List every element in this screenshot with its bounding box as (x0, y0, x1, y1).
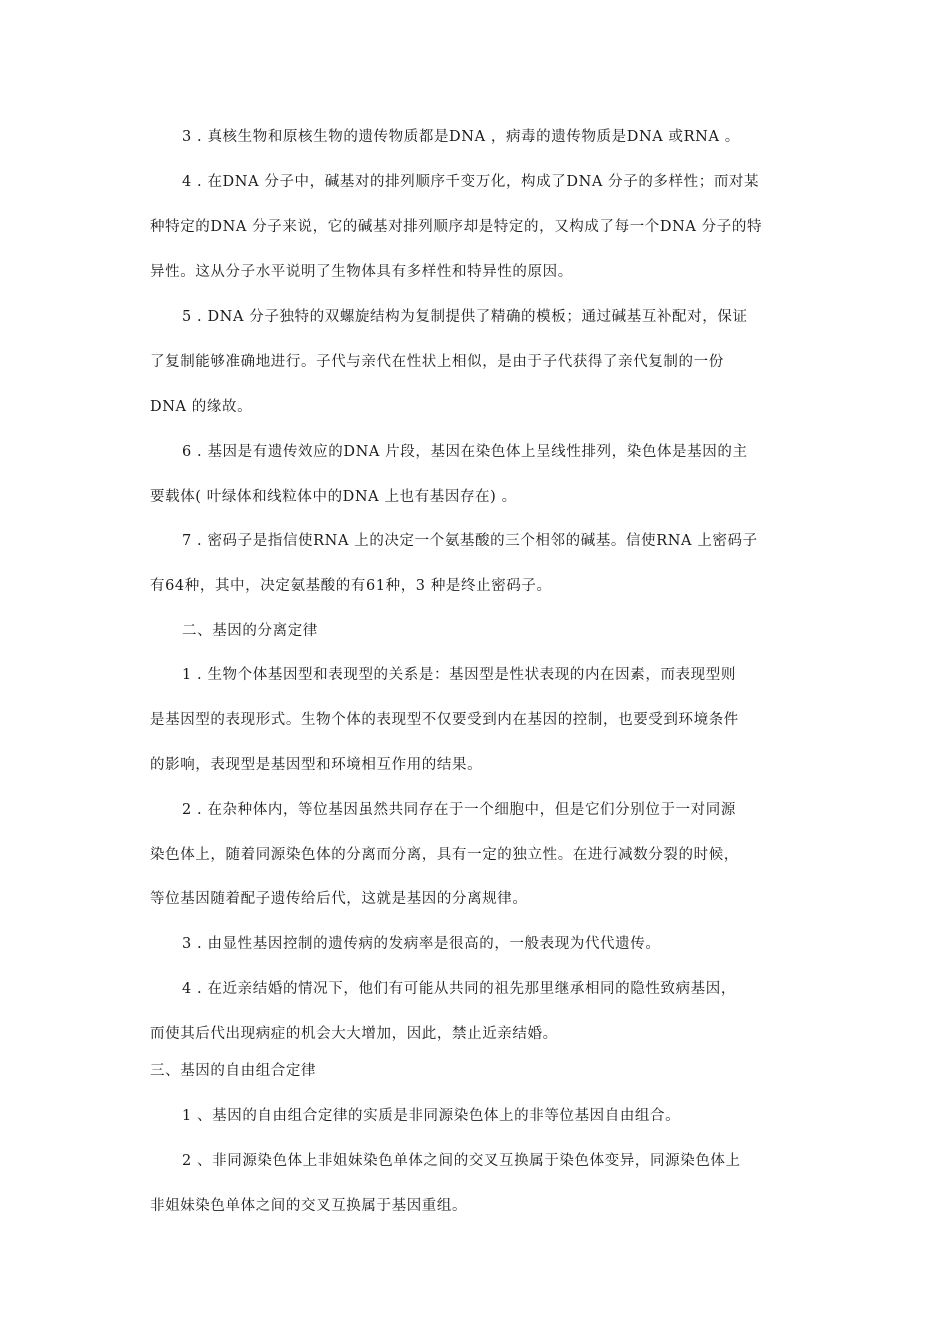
text-line: 1 . 生物个体基因型和表现型的关系是：基因型是性状表现的内在因素，而表现型则 (182, 667, 736, 683)
section-heading: 二、基因的分离定律 (182, 623, 318, 639)
text-line: DNA 的缘故。 (150, 399, 253, 415)
text-line: 种特定的DNA 分子来说，它的碱基对排列顺序却是特定的，又构成了每一个DNA 分子的特 (150, 219, 763, 235)
text-line: 4 . 在近亲结婚的情况下，他们有可能从共同的祖先那里继承相同的隐性致病基因， (182, 981, 736, 997)
text-line: 染色体上，随着同源染色体的分离而分离，具有一定的独立性。在进行减数分裂的时候， (150, 847, 739, 863)
text-line: 5 . DNA 分子独特的双螺旋结构为复制提供了精确的模板；通过碱基互补配对，保证 (182, 309, 748, 325)
text-line: 3 . 由显性基因控制的遗传病的发病率是很高的，一般表现为代代遗传。 (182, 936, 661, 952)
section-heading: 三、基因的自由组合定律 (150, 1063, 317, 1079)
text-line: 的影响，表现型是基因型和环境相互作用的结果。 (150, 757, 483, 773)
text-line: 1 、基因的自由组合定律的实质是非同源染色体上的非等位基因自由组合。 (182, 1108, 681, 1124)
text-line: 了复制能够准确地进行。子代与亲代在性状上相似，是由于子代获得了亲代复制的一份 (150, 354, 724, 370)
text-line: 而使其后代出现病症的机会大大增加，因此，禁止近亲结婚。 (150, 1026, 558, 1042)
text-line: 6 . 基因是有遗传效应的DNA 片段，基因在染色体上呈线性排列，染色体是基因的主 (182, 444, 748, 460)
text-line: 3 . 真核生物和原核生物的遗传物质都是DNA ，病毒的遗传物质是DNA 或RNA 。 (182, 129, 740, 145)
text-line: 非姐妹染色单体之间的交叉互换属于基因重组。 (150, 1198, 468, 1214)
text-line: 是基因型的表现形式。生物个体的表现型不仅要受到内在基因的控制，也要受到环境条件 (150, 712, 739, 728)
text-line: 4 . 在DNA 分子中，碱基对的排列顺序千变万化，构成了DNA 分子的多样性；而对某 (182, 174, 760, 190)
text-line: 要载体( 叶绿体和线粒体中的DNA 上也有基因存在) 。 (150, 489, 517, 505)
text-line: 异性。这从分子水平说明了生物体具有多样性和特异性的原因。 (150, 264, 573, 280)
text-line: 有64种，其中，决定氨基酸的有61种，3 种是终止密码子。 (150, 578, 552, 594)
text-line: 等位基因随着配子遗传给后代，这就是基因的分离规律。 (150, 891, 528, 907)
text-line: 7 . 密码子是指信使RNA 上的决定一个氨基酸的三个相邻的碱基。信使RNA 上密码子 (182, 533, 758, 549)
text-line: 2 . 在杂种体内，等位基因虽然共同存在于一个细胞中，但是它们分别位于一对同源 (182, 802, 736, 818)
text-line: 2 、非同源染色体上非姐妹染色单体之间的交叉互换属于染色体变异，同源染色体上 (182, 1153, 741, 1169)
